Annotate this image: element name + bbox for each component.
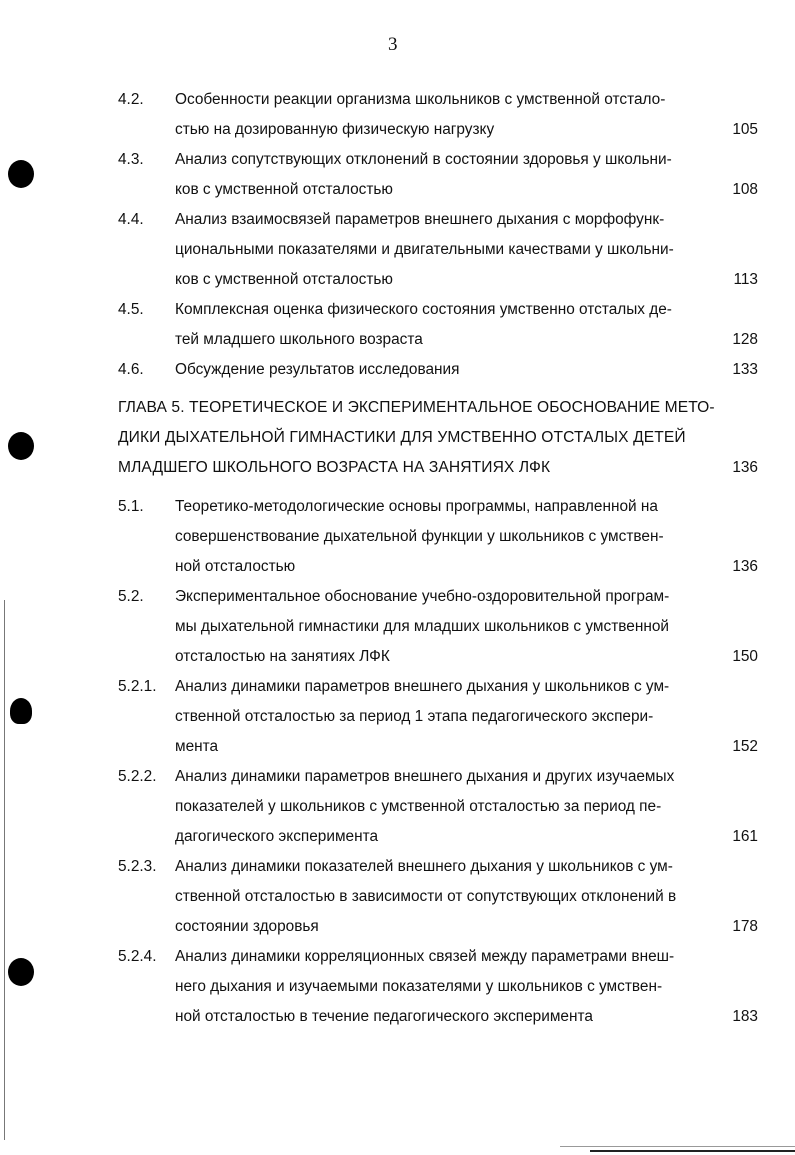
entry-text: Теоретико-методологические основы программы, направленной на	[175, 498, 658, 515]
entry-page: 128	[732, 331, 758, 348]
chapter-heading-line: ДИКИ ДЫХАТЕЛЬНОЙ ГИМНАСТИКИ ДЛЯ УМСТВЕННО ОТСТАЛЫХ ДЕТЕЙ	[118, 429, 686, 446]
entry-text: отсталостью на занятиях ЛФК	[175, 648, 390, 665]
entry-number: 5.1.	[118, 498, 144, 515]
chapter-heading-line: ГЛАВА 5. ТЕОРЕТИЧЕСКОЕ И ЭКСПЕРИМЕНТАЛЬНОЕ ОБОСНОВАНИЕ МЕТО-	[118, 399, 715, 416]
entry-number: 5.2.2.	[118, 768, 157, 785]
entry-text: Анализ сопутствующих отклонений в состоянии здоровья у школьни-	[175, 151, 672, 168]
entry-text: Комплексная оценка физического состояния умственно отсталых де-	[175, 301, 672, 318]
entry-text: Экспериментальное обоснование учебно-оздоровительной програм-	[175, 588, 670, 605]
entry-text: ной отсталостью	[175, 558, 296, 575]
entry-text: Анализ динамики параметров внешнего дыхания и других изучаемых	[175, 768, 675, 785]
entry-text: показателей у школьников с умственной отсталостью за период пе-	[175, 798, 662, 815]
entry-number: 5.2.1.	[118, 678, 157, 695]
entry-text: тей младшего школьного возраста	[175, 331, 423, 348]
entry-page: 108	[732, 181, 758, 198]
entry-text: Анализ динамики параметров внешнего дыхания у школьников с ум-	[175, 678, 670, 695]
entry-text: ной отсталостью в течение педагогического эксперимента	[175, 1008, 593, 1025]
entry-text: состоянии здоровья	[175, 918, 319, 935]
entry-text: него дыхания и изучаемыми показателями у школьников с умствен-	[175, 978, 663, 995]
entry-text: ственной отсталостью за период 1 этапа педагогического экспери-	[175, 708, 654, 725]
entry-number: 5.2.	[118, 588, 144, 605]
entry-text: ков с умственной отсталостью	[175, 271, 393, 288]
entry-page: 113	[733, 271, 758, 288]
entry-text: Анализ динамики корреляционных связей между параметрами внеш-	[175, 948, 675, 965]
entry-number: 4.2.	[118, 91, 144, 108]
entry-text: Обсуждение результатов исследования	[175, 361, 460, 378]
entry-number: 5.2.3.	[118, 858, 157, 875]
entry-page: 152	[732, 738, 758, 755]
entry-text: Особенности реакции организма школьников с умственной отстало-	[175, 91, 666, 108]
entry-number: 4.3.	[118, 151, 144, 168]
page-number: 3	[388, 34, 398, 55]
entry-page: 161	[732, 828, 758, 845]
entry-text: ственной отсталостью в зависимости от сопутствующих отклонений в	[175, 888, 677, 905]
entry-text: мы дыхательной гимнастики для младших школьников с умственной	[175, 618, 669, 635]
entry-text: совершенствование дыхательной функции у школьников с умствен-	[175, 528, 664, 545]
entry-number: 4.6.	[118, 361, 144, 378]
entry-page: 105	[732, 121, 758, 138]
entry-number: 5.2.4.	[118, 948, 157, 965]
chapter-page: 136	[732, 459, 758, 476]
entry-page: 136	[732, 558, 758, 575]
entry-text: циональными показателями и двигательными качествами у школьни-	[175, 241, 674, 258]
chapter-heading-line: МЛАДШЕГО ШКОЛЬНОГО ВОЗРАСТА НА ЗАНЯТИЯХ ЛФК	[118, 459, 551, 476]
entry-text: ков с умственной отсталостью	[175, 181, 393, 198]
entry-text: Анализ динамики показателей внешнего дыхания у школьников с ум-	[175, 858, 673, 875]
entry-page: 150	[732, 648, 758, 665]
entry-text: стью на дозированную физическую нагрузку	[175, 121, 495, 138]
entry-page: 183	[732, 1008, 758, 1025]
entry-number: 4.4.	[118, 211, 144, 228]
entry-text: дагогического эксперимента	[175, 828, 379, 845]
entry-page: 133	[732, 361, 758, 378]
entry-text: мента	[175, 738, 219, 755]
entry-page: 178	[732, 918, 758, 935]
entry-text: Анализ взаимосвязей параметров внешнего дыхания с морфофунк-	[175, 211, 665, 228]
entry-number: 4.5.	[118, 301, 144, 318]
